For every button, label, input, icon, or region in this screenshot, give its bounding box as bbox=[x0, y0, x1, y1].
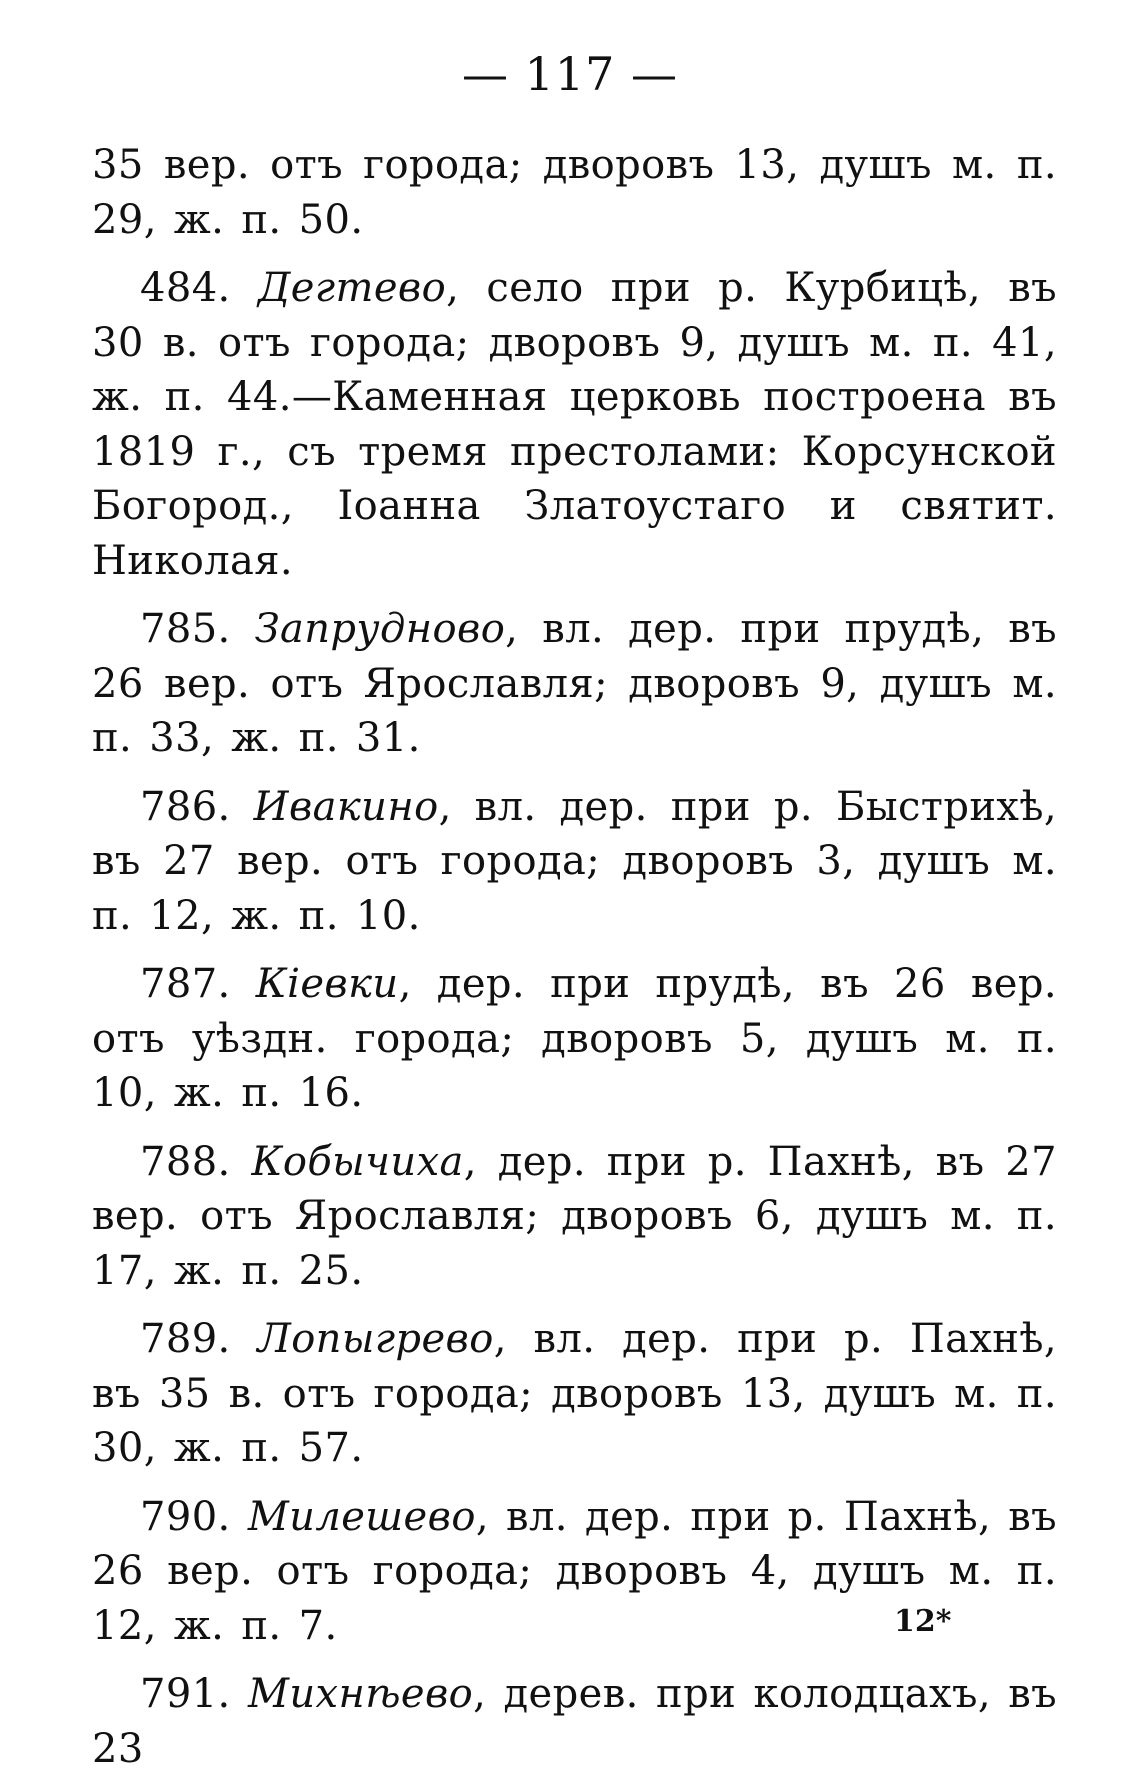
entry-number: 787. bbox=[140, 961, 231, 1007]
entry-paragraph bbox=[92, 138, 1057, 247]
entry-name: Кобычиха bbox=[251, 1138, 464, 1185]
signature-mark: 12* bbox=[894, 1604, 952, 1639]
entry-rest: , село при р. Курбицѣ, въ 30 в. отъ города; дворовъ 9, душъ м. п. 41, ж. п. 44.—Каменная церковь построена въ 1819 г., съ тремя престолами: Корсунской Богород., Іоанна Златоустаго и святит. Николая. bbox=[92, 265, 1057, 584]
entry-number: 484. bbox=[140, 265, 231, 311]
entry-paragraph bbox=[92, 261, 1057, 588]
entry-name: Лопыгрево bbox=[257, 1316, 494, 1362]
entry-rest: 35 вер. отъ города; дворовъ 13, душъ м. п. 29, ж. п. 50. bbox=[92, 142, 1057, 243]
entry-rest: , вл. дер. при р. Пахнѣ, въ 26 вер. отъ города; дворовъ 4, душъ м. п. 12, ж. п. 7. bbox=[92, 1493, 1057, 1649]
entry-number: 791. bbox=[140, 1671, 231, 1717]
entry-name: Кіевки bbox=[255, 961, 399, 1007]
text-body bbox=[92, 138, 1057, 1790]
entry-number: 785. bbox=[140, 606, 231, 652]
entry-number: 788. bbox=[140, 1138, 231, 1185]
entry-number: 786. bbox=[140, 783, 231, 830]
entry-rest: , вл. дер. при прудѣ, въ 26 вер. отъ Ярославля; дворовъ 9, душъ м. п. 33, ж. п. 31. bbox=[92, 606, 1057, 761]
entry-number: 789. bbox=[140, 1316, 231, 1362]
page-number: — 117 — bbox=[461, 47, 679, 101]
entry-number: 790. bbox=[140, 1493, 231, 1540]
entry-rest: , вл. дер. при р. Быстрихѣ, въ 27 вер. отъ города; дворовъ 3, душъ м. п. 12, ж. п. 10. bbox=[92, 783, 1057, 939]
entry-rest: , дерев. при колодцахъ, въ 23 bbox=[92, 1671, 1057, 1772]
entry-rest: , дер. при прудѣ, въ 26 вер. отъ уѣздн. города; дворовъ 5, душъ м. п. 10, ж. п. 16. bbox=[92, 961, 1057, 1116]
entry-name: Михнѣево bbox=[247, 1671, 474, 1717]
entry-name: Запрудново bbox=[254, 606, 506, 652]
entry-rest: , дер. при р. Пахнѣ, въ 27 вер. отъ Ярославля; дворовъ 6, душъ м. п. 17, ж. п. 25. bbox=[92, 1138, 1057, 1294]
entry-rest: , вл. дер. при р. Пахнѣ, въ 35 в. отъ города; дворовъ 13, душъ м. п. 30, ж. п. 57. bbox=[92, 1316, 1057, 1471]
entry-paragraph bbox=[92, 602, 1057, 766]
entry-paragraph bbox=[92, 1312, 1057, 1476]
entry-name: Дегтево bbox=[257, 265, 447, 311]
entry-paragraph bbox=[92, 780, 1057, 944]
entry-name: Ивакино bbox=[253, 783, 439, 830]
entry-paragraph bbox=[92, 1667, 1057, 1776]
entry-paragraph bbox=[92, 957, 1057, 1121]
entry-paragraph bbox=[92, 1135, 1057, 1299]
entry-name: Милешево bbox=[247, 1493, 476, 1540]
